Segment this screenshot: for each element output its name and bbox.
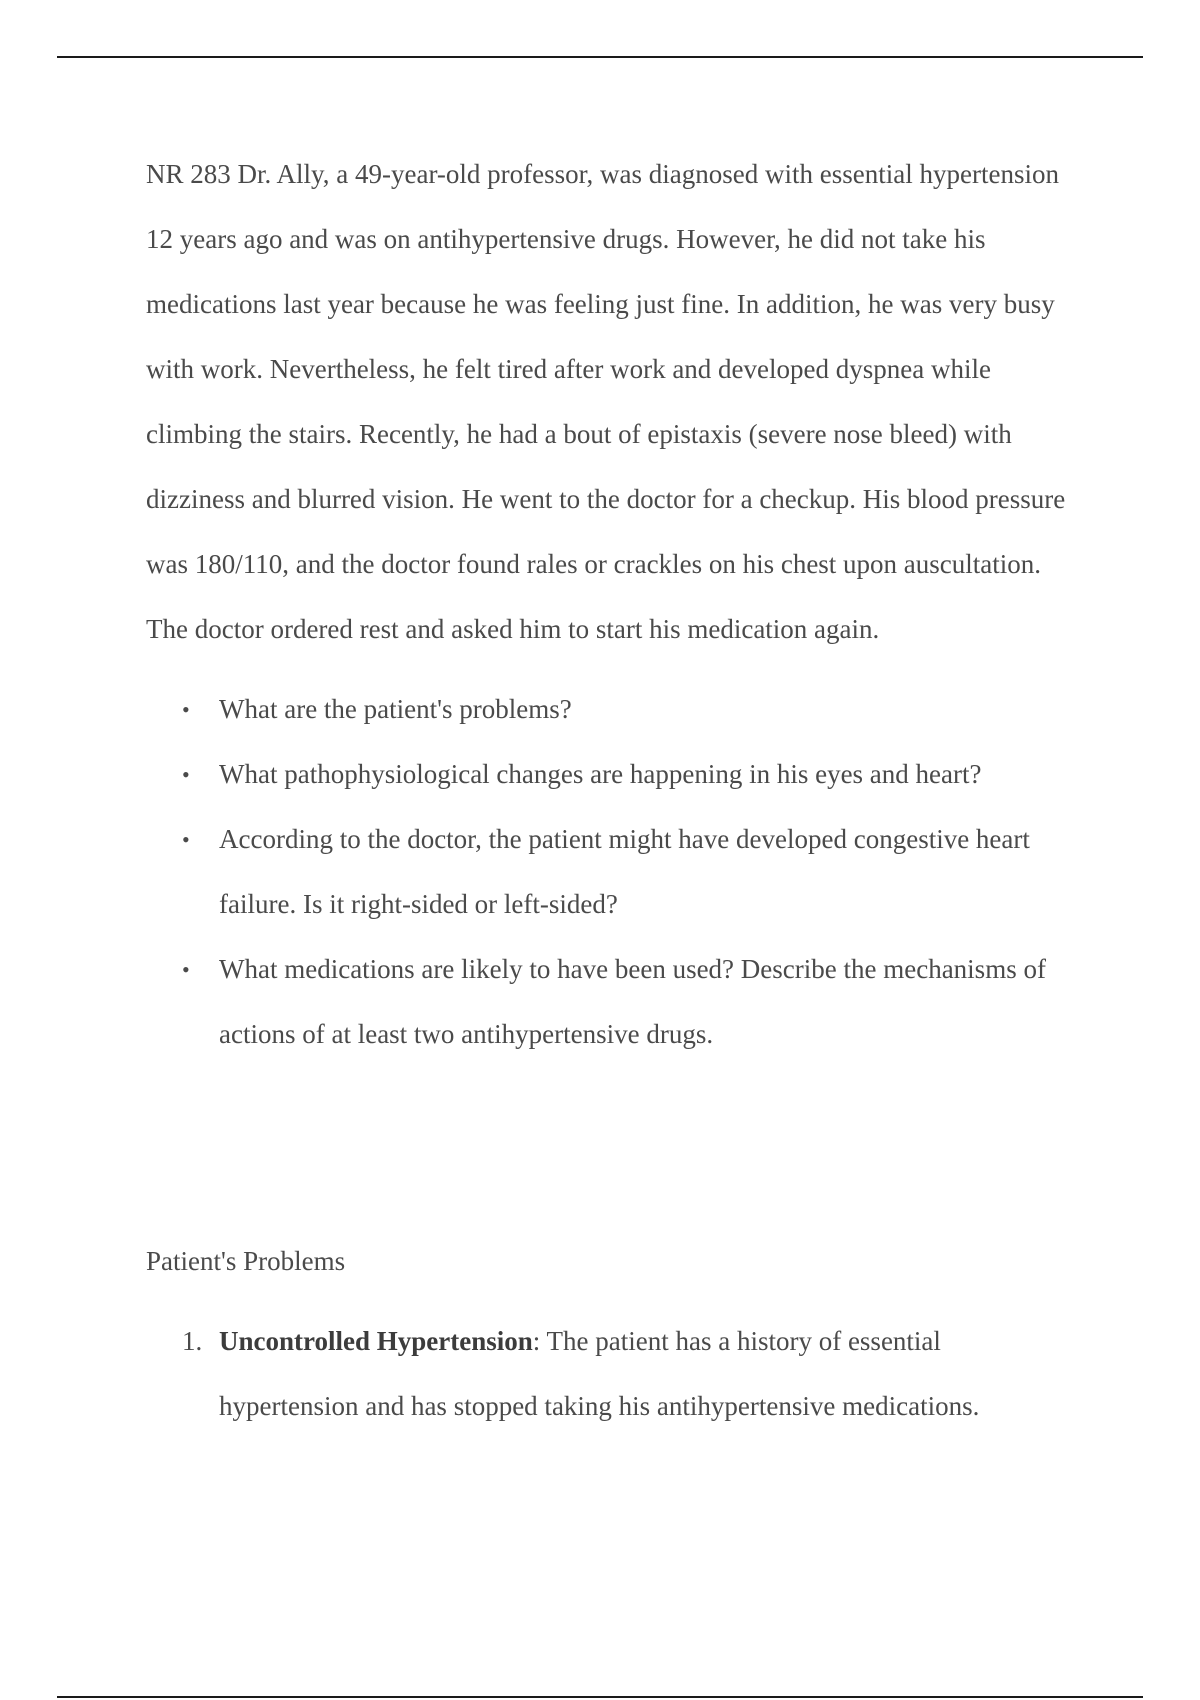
case-intro-paragraph: NR 283 Dr. Ally, a 49-year-old professor, was diagnosed with essential hypertension 12 years ago and was on antihypertensive drugs. However, he did not take his medications last year because he was feeling just fine. In addition, he was very busy with work. Nevertheless, he felt tired after work and developed dyspnea while climbing the stairs. Recently, he had a bout of epistaxis (severe nose bleed) with dizziness and blurred vision. He went to the doctor for a checkup. His blood pressure was 180/110, and the doctor found rales or crackles on his chest upon auscultation. The doctor ordered rest and asked him to start his medication again. <box>146 159 1066 644</box>
question-item <box>146 677 1076 742</box>
bullet: • <box>182 697 190 722</box>
question-item <box>146 807 1076 937</box>
document-body <box>146 142 1076 1439</box>
question-text: According to the doctor, the patient might have developed congestive heart failure. Is it right-sided or left-sided? <box>219 824 1030 919</box>
problem-text: : The patient has a history of essential hypertension and has stopped taking his antihypertensive medications. <box>219 1326 980 1421</box>
question-text: What medications are likely to have been used? Describe the mechanisms of actions of at least two antihypertensive drugs. <box>219 954 1046 1049</box>
problem-term: Uncontrolled Hypertension <box>219 1326 533 1356</box>
question-item <box>146 742 1076 807</box>
problem-item <box>146 1309 1076 1439</box>
bullet: • <box>182 957 190 982</box>
bullet: • <box>182 827 190 852</box>
question-list <box>146 677 1076 1067</box>
question-item <box>146 937 1076 1067</box>
list-number: 1. <box>182 1326 203 1356</box>
problem-list <box>146 1309 1076 1439</box>
question-text: What pathophysiological changes are happening in his eyes and heart? <box>219 759 982 789</box>
section-heading: Patient's Problems <box>146 1246 346 1276</box>
bullet: • <box>182 762 190 787</box>
question-text: What are the patient's problems? <box>219 694 572 724</box>
top-rule <box>57 56 1143 58</box>
bottom-rule <box>57 1696 1143 1698</box>
